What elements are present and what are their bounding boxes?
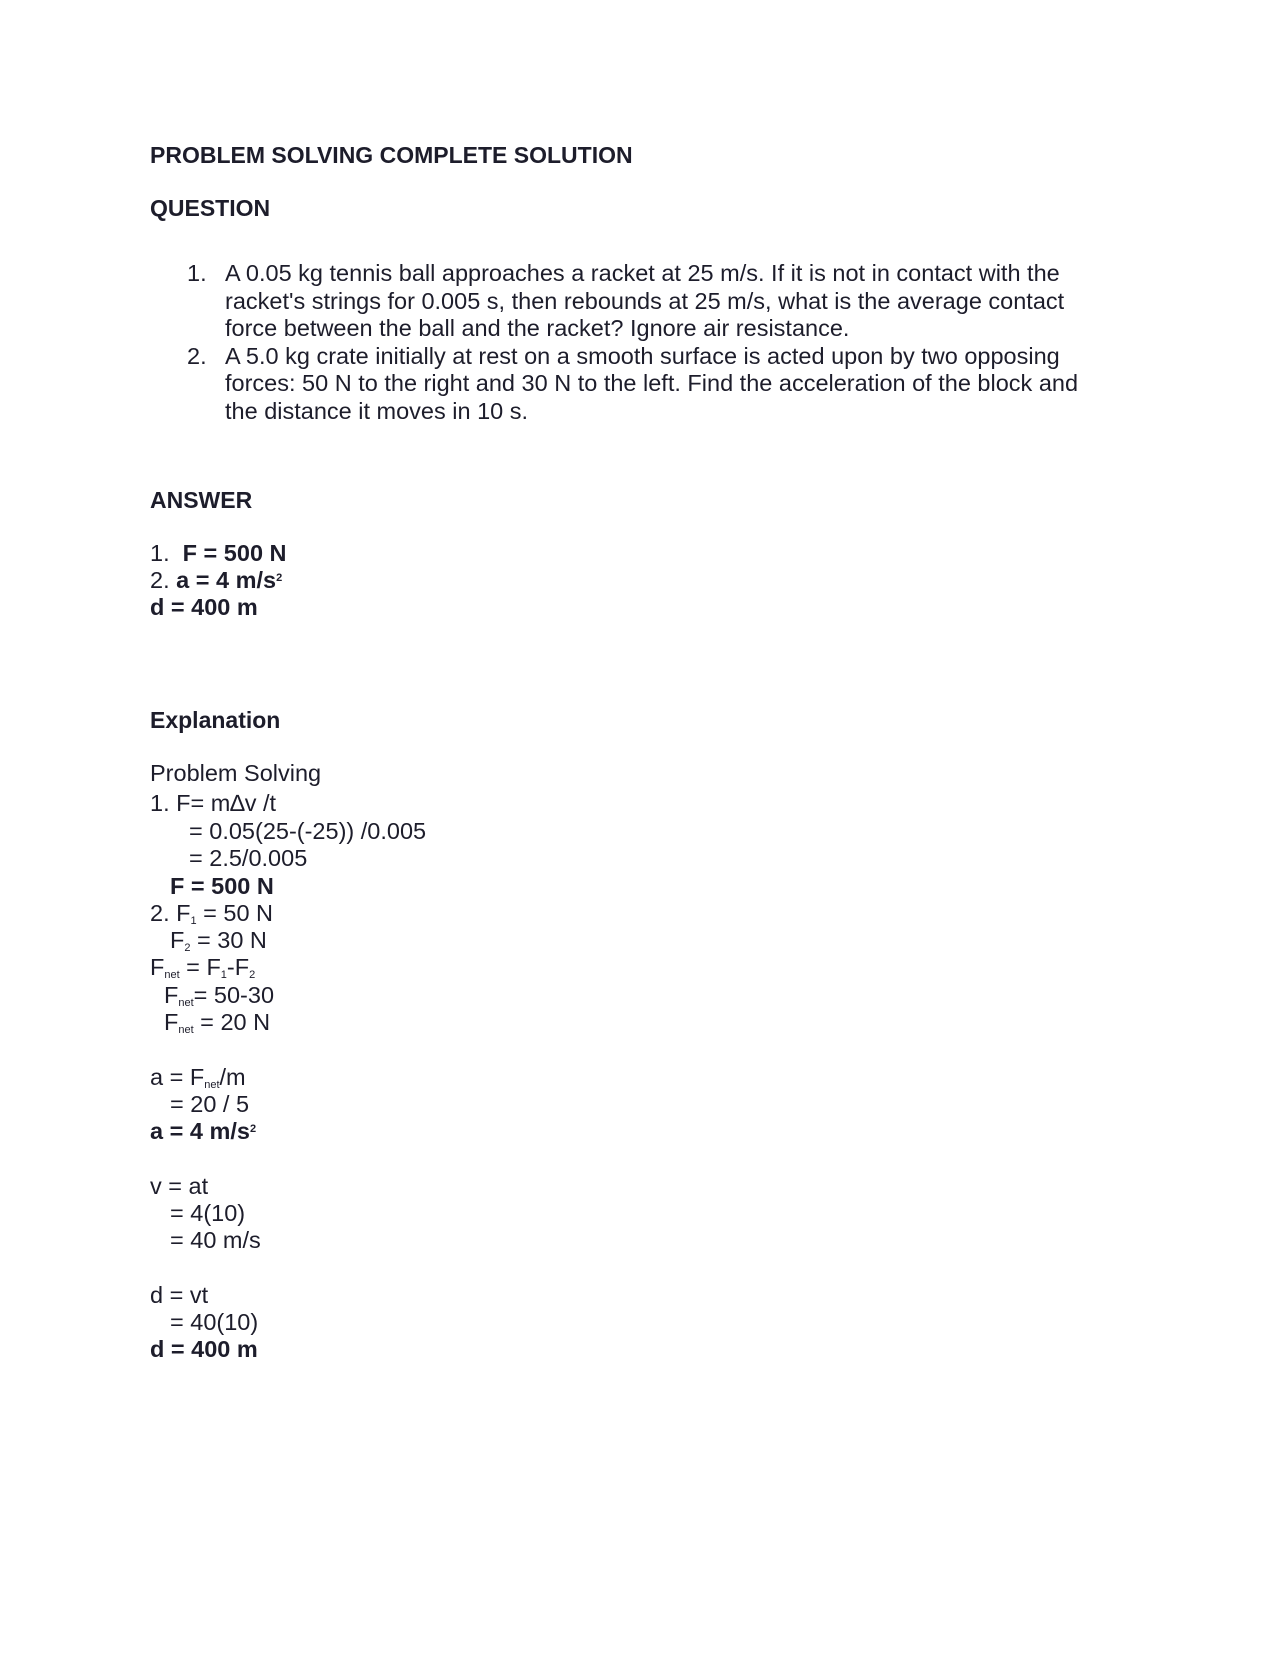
force-2-subscript: 2 — [184, 942, 191, 954]
fnet-subscript: net — [204, 1079, 220, 1091]
acceleration-label: a = F — [150, 1064, 205, 1090]
f2-subscript: 2 — [249, 969, 256, 981]
explanation-heading: Explanation — [150, 707, 281, 733]
distance-substitution: = 40(10) — [170, 1309, 259, 1335]
question-heading: QUESTION — [150, 195, 271, 221]
problem-2-force-2 — [170, 927, 267, 955]
fnet-label: F — [150, 954, 165, 980]
answer-2-exponent: 2 — [276, 572, 283, 584]
answer-2-number: 2. — [150, 567, 170, 593]
problem-1-simplified: = 2.5/0.005 — [189, 845, 308, 871]
acceleration-divisor: /m — [219, 1064, 246, 1090]
net-force-formula — [150, 954, 255, 982]
answer-heading: ANSWER — [150, 487, 253, 513]
fnet-subscript: net — [178, 997, 194, 1009]
fnet-value: = 50-30 — [193, 982, 275, 1008]
distance-result: d = 400 m — [150, 1336, 258, 1362]
velocity-substitution: = 4(10) — [170, 1200, 246, 1226]
answer-2 — [150, 567, 282, 595]
question-number: 2. — [187, 342, 207, 369]
force-1-value: = 50 N — [196, 900, 274, 926]
acceleration-exponent: 2 — [249, 1123, 257, 1135]
acceleration-substitution: = 20 / 5 — [170, 1091, 250, 1117]
net-force-result — [164, 1009, 270, 1037]
problem-1-substitution: = 0.05(25-(-25)) /0.005 — [189, 818, 427, 844]
force-1-subscript: 1 — [190, 915, 197, 927]
question-item — [150, 343, 1100, 426]
fnet-minus: -F — [226, 954, 250, 980]
problem-1-formula: 1. F= m∆v /t — [150, 790, 277, 816]
fnet-subscript: net — [164, 969, 180, 981]
question-item — [150, 260, 1100, 343]
explanation-subtitle: Problem Solving — [150, 760, 322, 786]
answer-2-value: a = 4 m/s — [176, 567, 277, 593]
fnet-label: F — [164, 1009, 179, 1035]
answer-1-value: F = 500 N — [182, 540, 287, 566]
net-force-substitution — [164, 982, 274, 1010]
document-title: PROBLEM SOLVING COMPLETE SOLUTION — [150, 142, 633, 168]
answer-1 — [150, 540, 287, 568]
question-number: 1. — [187, 260, 207, 286]
problem-1-result: F = 500 N — [170, 873, 274, 899]
fnet-subscript: net — [178, 1024, 194, 1036]
acceleration-formula — [150, 1064, 246, 1092]
velocity-formula: v = at — [150, 1173, 209, 1199]
fnet-equals: = F — [179, 954, 221, 980]
fnet-value: = 20 N — [193, 1009, 271, 1035]
fnet-label: F — [164, 982, 179, 1008]
distance-formula: d = vt — [150, 1282, 209, 1308]
question-text: A 5.0 kg crate initially at rest on a smooth surface is acted upon by two opposing forces: 50 N to the right and 30 N to the left. Find the acceleration of the block and the distance it moves in 10 s. — [225, 342, 1079, 424]
acceleration-value: a = 4 m/s — [150, 1118, 250, 1144]
force-2-label: F — [170, 927, 185, 953]
acceleration-result — [150, 1118, 256, 1146]
answer-3-value: d = 400 m — [150, 594, 258, 620]
f1-subscript: 1 — [220, 969, 227, 981]
force-2-value: = 30 N — [190, 927, 267, 953]
force-1-label: 2. F — [150, 900, 191, 926]
velocity-result: = 40 m/s — [170, 1227, 261, 1253]
question-list — [150, 260, 1100, 425]
question-text: A 0.05 kg tennis ball approaches a racket at 25 m/s. If it is not in contact with the racket's strings for 0.005 s, then rebounds at 25 m/s, what is the average contact force between the ball and the racket? Ignore air resistance. — [225, 260, 1065, 341]
answer-1-number: 1. — [150, 540, 170, 566]
problem-2-force-1 — [150, 900, 273, 928]
